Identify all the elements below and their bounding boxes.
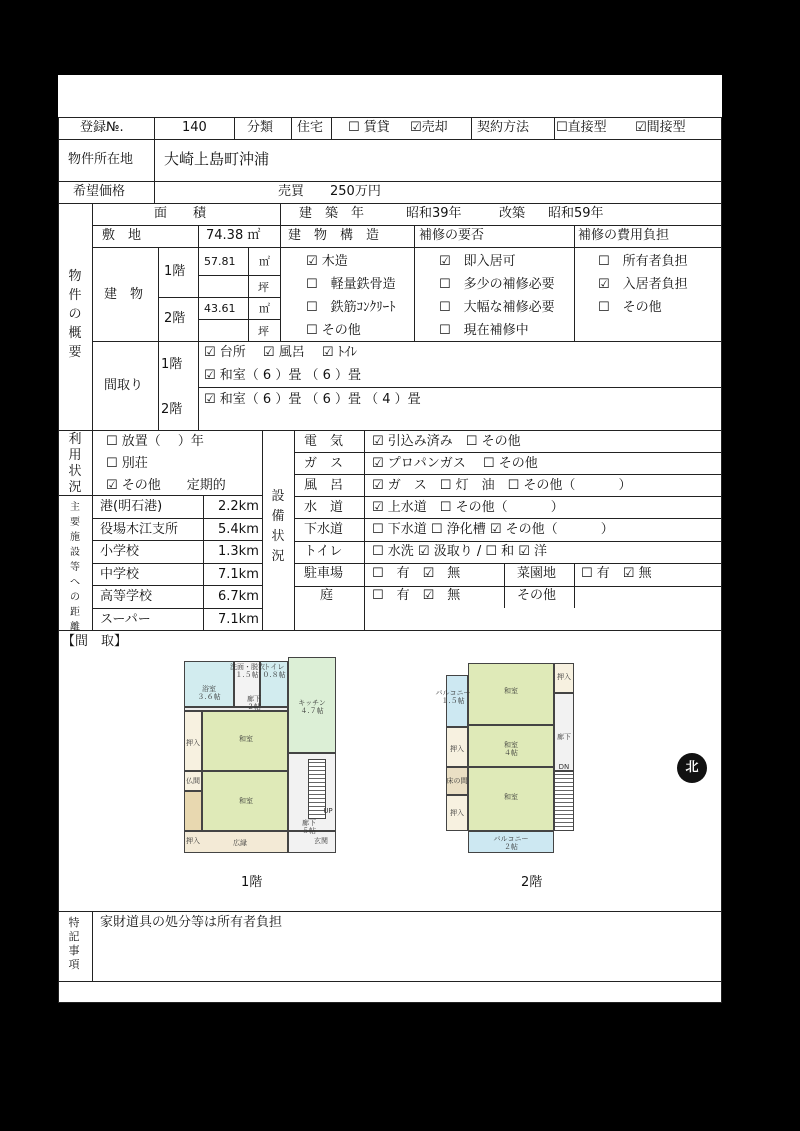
reg-no-value: 140 [182, 120, 207, 135]
indirect-checkbox[interactable]: ☑間接型 [635, 120, 686, 135]
structure-header: 建 物 構 造 [288, 228, 380, 243]
floorplan-1f [182, 657, 344, 857]
usage-villa[interactable]: ☐ 別荘 [106, 456, 148, 471]
f1-genkan-label: 玄関 [314, 837, 328, 845]
f2-room3-label: 和室 [504, 793, 518, 801]
f2-oshiire3-label: 押入 [450, 809, 464, 817]
facility-row-value[interactable]: ☑ ガ ス ☐ 灯 油 ☐ その他（ ） [372, 478, 632, 493]
location-label: 物件所在地 [68, 152, 134, 167]
f1-hall2-label: 廊下 ５帖 [302, 819, 316, 835]
garden-plot-value[interactable]: ☐ 有 ☑ 無 [581, 566, 652, 581]
land-label: 敷 地 [102, 228, 142, 243]
overview-side-label: 物 件 の 概 要 [68, 269, 82, 360]
price-label: 希望価格 [73, 184, 126, 199]
parking-label: 駐車場 [304, 566, 344, 581]
reno-value: 昭和59年 [548, 206, 604, 221]
facility-row-label: トイレ [304, 544, 343, 559]
land-value: 74.38 ㎡ [206, 228, 261, 243]
f1-oshiire-label: 押入 [186, 739, 200, 747]
distance-row-name: 高等学校 [100, 589, 153, 604]
distance-row-value: 7.1km [218, 566, 259, 582]
usage-abandoned[interactable]: ☐ 放置（ ）年 [106, 434, 204, 449]
f2-dn-label: DN [558, 763, 570, 771]
cost-other[interactable]: ☐ その他 [598, 300, 662, 315]
f2-room1-label: 和室 [504, 687, 518, 695]
floor1-label: 1階 [164, 264, 186, 279]
layout-f2-label: 2階 [161, 402, 183, 417]
repair-minor[interactable]: ☐ 多少の補修必要 [439, 277, 555, 292]
built-header: 建 築 年 [299, 206, 365, 221]
facility-row-label: 下水道 [304, 522, 344, 537]
f2-balcony2-label: バルコニー ２帖 [493, 835, 529, 851]
contract-label: 契約方法 [477, 120, 530, 135]
distance-row-value: 5.4km [218, 521, 259, 537]
notes-value: 家財道具の処分等は所有者負担 [100, 915, 283, 930]
f1-wash-label: 洗面・脱衣 １.５帖 [230, 663, 265, 679]
area-header: 面 積 [154, 206, 207, 221]
north-arrow-icon: 北 [677, 753, 707, 783]
parking-value[interactable]: ☐ 有 ☑ 無 [372, 566, 461, 581]
distance-row-value: 2.2km [218, 499, 259, 514]
repair-ready[interactable]: ☑ 即入居可 [439, 254, 516, 269]
f1-kitchen-label: キッチン ４.７帖 [298, 699, 326, 715]
category-value: 住宅 [297, 120, 324, 135]
f1-engawa-label: 広縁 [233, 839, 247, 847]
floorplan-2f-caption: 2階 [521, 875, 543, 890]
rent-checkbox[interactable]: ☐ 賃貸 [348, 120, 390, 135]
floorplan-1f-caption: 1階 [241, 875, 263, 890]
distance-row-value: 7.1km [218, 611, 259, 627]
repair-major[interactable]: ☐ 大幅な補修必要 [439, 300, 555, 315]
garden-label: 庭 [320, 588, 334, 603]
distance-row-name: 役場木江支所 [100, 521, 179, 537]
structure-wood[interactable]: ☑ 木造 [306, 254, 348, 269]
distance-row-name: スーパー [100, 611, 151, 627]
facility-row-label: 電 気 [304, 434, 344, 449]
category-label: 分類 [247, 120, 274, 135]
distance-row-name: 港(明石港) [100, 499, 163, 514]
facility-row-value[interactable]: ☐ 水洗 ☑ 汲取り / ☐ 和 ☑ 洋 [372, 544, 548, 559]
floor1-unit-tsubo: 坪 [258, 281, 269, 294]
f2-closet-label: 床の間 [446, 777, 468, 785]
floor1-unit-m2: ㎡ [259, 255, 270, 268]
f1-washitsu1-label: 和室 [239, 735, 253, 743]
floor2-label: 2階 [164, 311, 186, 326]
f1-up-label: UP [323, 807, 333, 815]
sale-checkbox[interactable]: ☑売却 [410, 120, 448, 135]
distance-row-name: 中学校 [100, 566, 140, 582]
distances-side-label: 主 要 施 設 等 へ の 距 離 [70, 502, 80, 633]
garden-value[interactable]: ☐ 有 ☑ 無 [372, 588, 461, 603]
distance-row-value: 6.7km [218, 589, 259, 604]
f1-bath-label: 浴室 ３.６帖 [197, 685, 221, 701]
f1-butsuma-label: 仏間 [186, 777, 200, 785]
structure-other[interactable]: ☐ その他 [306, 323, 361, 338]
repair-in-progress[interactable]: ☐ 現在補修中 [439, 323, 529, 338]
facility-row-label: 風 呂 [304, 478, 344, 493]
usage-other[interactable]: ☑ その他 定期的 [106, 478, 226, 493]
floorplan-title: 【間 取】 [62, 634, 128, 649]
notes-side-label: 特 記 事 項 [68, 916, 80, 971]
facility-row-label: ガ ス [304, 456, 344, 471]
distance-row-value: 1.3km [218, 544, 259, 559]
structure-light-steel[interactable]: ☐ 軽量鉄骨造 [306, 277, 396, 292]
cost-owner[interactable]: ☐ 所有者負担 [598, 254, 688, 269]
floor2-unit-m2: ㎡ [259, 302, 270, 315]
floor2-m2: 43.61 [204, 302, 236, 315]
garden-plot-label: 菜園地 [517, 566, 557, 581]
floor2-unit-tsubo: 坪 [258, 325, 269, 338]
layout-f1-line1: ☑ 台所 ☑ 風呂 ☑ ﾄｲﾚ [204, 345, 358, 360]
repair-header: 補修の要否 [419, 228, 485, 243]
price-value: 売買 250万円 [278, 184, 381, 199]
f2-oshiire1-label: 押入 [557, 673, 571, 681]
f2-oshiire2-label: 押入 [450, 745, 464, 753]
f1-hall-label: 廊下 ２帖 [247, 695, 261, 711]
facility-row-value[interactable]: ☑ プロパンガス ☐ その他 [372, 456, 538, 471]
building-label: 建 物 [104, 287, 144, 302]
floor1-m2: 57.81 [204, 255, 236, 268]
property-sheet [58, 75, 722, 1003]
other-label: その他 [517, 588, 557, 603]
facility-row-label: 水 道 [304, 500, 344, 515]
usage-side-label: 利 用 状 況 [68, 432, 82, 495]
layout-f2-line1: ☑ 和室（ 6 ）畳 （ 6 ）畳 （ 4 ）畳 [204, 392, 421, 407]
f1-washitsu2-label: 和室 [239, 797, 253, 805]
structure-rc[interactable]: ☐ 鉄筋ｺﾝｸﾘｰﾄ [306, 300, 396, 315]
direct-checkbox[interactable]: ☐直接型 [556, 120, 607, 135]
layout-label: 間取り [104, 378, 144, 393]
reg-no-label: 登録№. [80, 120, 124, 135]
f1-toilet-label: トイレ ０.８帖 [262, 663, 286, 679]
location-value: 大崎上島町沖浦 [164, 150, 270, 168]
cost-tenant[interactable]: ☑ 入居者負担 [598, 277, 688, 292]
floorplan-2f [435, 659, 580, 855]
facility-row-value[interactable]: ☑ 引込み済み ☐ その他 [372, 434, 521, 449]
facility-row-value[interactable]: ☑ 上水道 ☐ その他（ ） [372, 500, 564, 515]
f2-balcony1-label: バルコニー １.５帖 [435, 689, 471, 705]
facility-row-value[interactable]: ☐ 下水道 ☐ 浄化槽 ☑ その他（ ） [372, 522, 614, 537]
f2-room2-label: 和室 ４帖 [504, 741, 518, 757]
built-value: 昭和39年 [406, 206, 462, 221]
f1-oshiire2-label: 押入 [186, 837, 200, 845]
layout-f1-line2: ☑ 和室（ 6 ）畳 （ 6 ）畳 [204, 368, 361, 383]
repair-cost-header: 補修の費用負担 [578, 228, 670, 243]
reno-header: 改築 [499, 206, 526, 221]
f2-hall-label: 廊下 [557, 733, 571, 741]
facilities-side-label: 設 備 状 況 [271, 489, 285, 564]
layout-f1-label: 1階 [161, 357, 183, 372]
distance-row-name: 小学校 [100, 544, 140, 559]
